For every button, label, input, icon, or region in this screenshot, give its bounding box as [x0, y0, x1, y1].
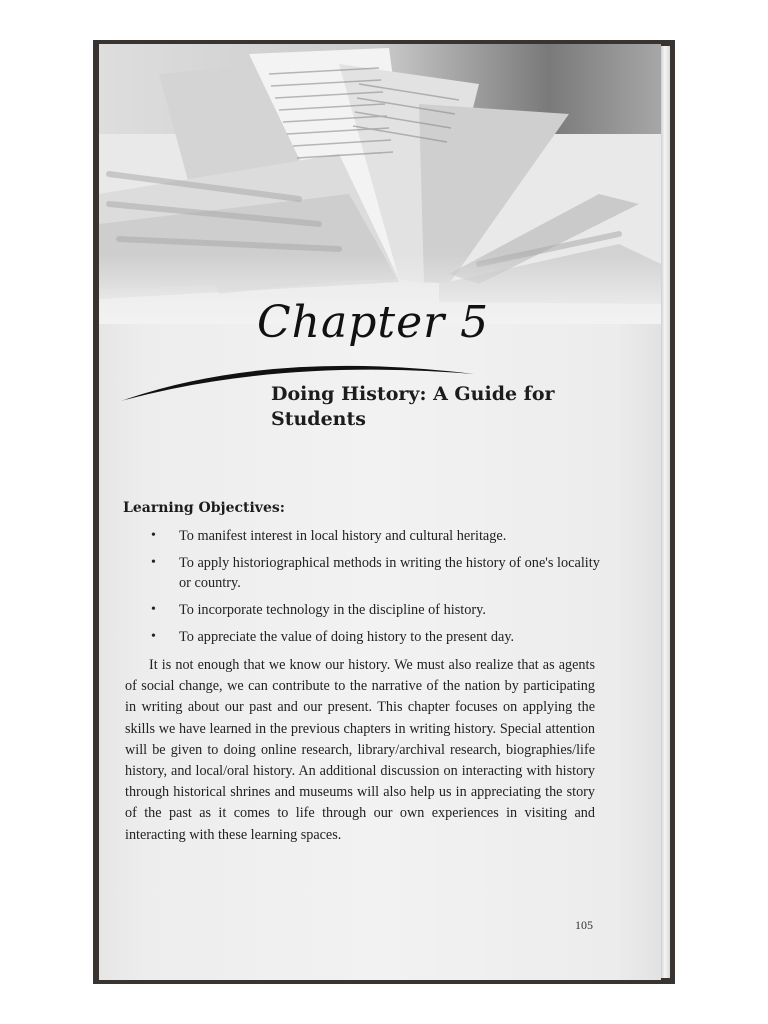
introduction-paragraph: It is not enough that we know our history. We must also realize that as agents of social change, we can contribute to the narrative of the nation by participating in writing about our past and our present. This chapter focuses on applying the skills we have learned in the previous chapters in writing history. Special attention will be given to doing online research, library/archival research, biographies/life history, and local/oral history. An additional discussion on interacting with history through historical shrines and museums will also help us in appreciating the story of the past as it comes to life through our own experiences in visiting and interacting with these learning spaces. [125, 657, 595, 843]
list-item: • To manifest interest in local history and cultural heritage. [151, 528, 507, 544]
book-page [99, 44, 661, 980]
bullet-icon: • [151, 629, 156, 644]
page-number: 105 [575, 918, 593, 932]
learning-objectives-heading: Learning Objectives: [123, 500, 285, 516]
chapter-title: Doing History: A Guide for Students [271, 383, 555, 430]
list-item: • To appreciate the value of doing history to the present day. [151, 629, 515, 645]
page-stack-edge [661, 46, 670, 978]
list-item: • To incorporate technology in the discipline of history. [151, 602, 486, 618]
learning-objectives-list [123, 526, 603, 654]
list-item: • To apply historiographical methods in writing the history of one's locality or country. [151, 555, 600, 591]
open-book-photo [99, 44, 661, 324]
bullet-icon: • [151, 602, 156, 617]
bullet-icon: • [151, 528, 156, 543]
bullet-icon: • [151, 555, 156, 570]
chapter-number-heading: Chapter 5 [257, 297, 490, 348]
